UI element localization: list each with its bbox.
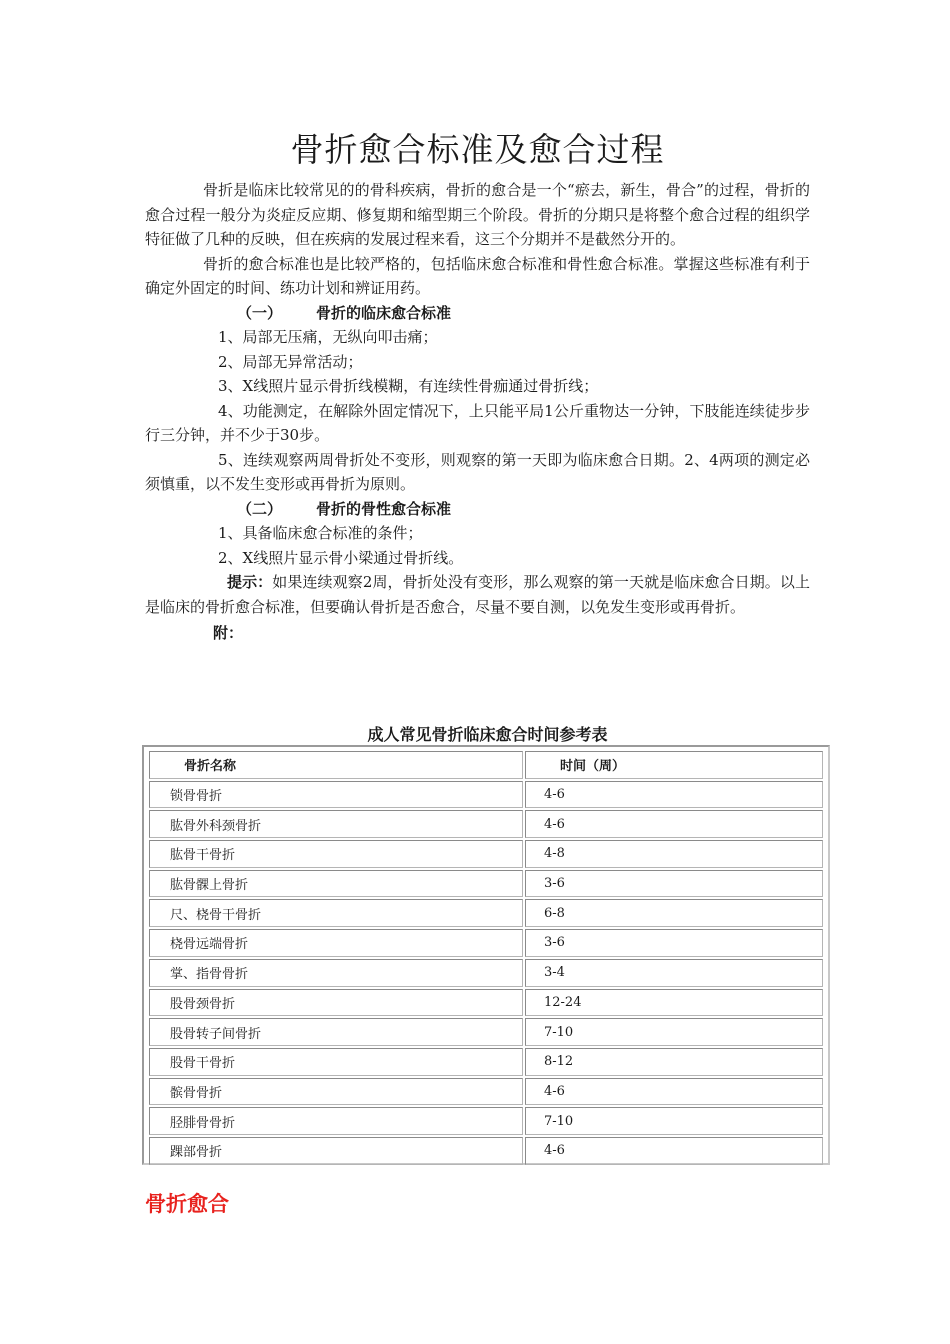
table-row — [149, 781, 823, 809]
table-row — [149, 840, 823, 868]
intro-paragraph-2: 骨折的愈合标准也是比较严格的，包括临床愈合标准和骨性愈合标准。掌握这些标准有利于确定外固定的时间、练功计划和辨证用药。 — [145, 254, 810, 297]
table-row — [149, 1107, 823, 1135]
table-row — [149, 899, 823, 927]
table-row — [149, 959, 823, 987]
healing-weeks: 6-8 — [525, 899, 823, 927]
header-fracture-name: 骨折名称 — [149, 751, 523, 779]
table-title: 成人常见骨折临床愈合时间参考表 — [367, 725, 608, 744]
tip-paragraph — [145, 570, 810, 619]
intro-paragraph-1: 骨折是临床比较常见的的骨科疾病，骨折的愈合是一个“瘀去，新生，骨合”的过程，骨折的愈合过程一般分为炎症反应期、修复期和缩型期三个阶段。骨折的分期只是将整个愈合过程的组织学特征做了几种的反映，但在疾病的发展过程来看，这三个分期并不是截然分开的。 — [145, 181, 810, 248]
fracture-name: 桡骨远端骨折 — [149, 929, 523, 957]
tip-label: 提示： — [227, 573, 273, 591]
table-row — [149, 1078, 823, 1106]
table-row — [149, 1137, 823, 1165]
section2-number: （二） — [237, 499, 283, 518]
section2-heading — [145, 497, 810, 522]
footer-heading: 骨折愈合 — [145, 1192, 229, 1216]
fracture-name: 锁骨骨折 — [149, 781, 523, 809]
section1-item-4: 4、功能测定，在解除外固定情况下，上只能平局1公斤重物达一分钟，下肢能连续徒步步行三分钟，并不少于30步。 — [145, 401, 810, 444]
fracture-name: 股骨颈骨折 — [149, 989, 523, 1017]
section2-item-1: 1、具备临床愈合标准的条件； — [218, 524, 423, 542]
healing-weeks: 7-10 — [525, 1107, 823, 1135]
section1-title: 骨折的临床愈合标准 — [316, 303, 452, 322]
section2-title: 骨折的骨性愈合标准 — [316, 499, 452, 518]
section2-item-2: 2、X线照片显示骨小梁通过骨折线。 — [218, 548, 464, 567]
healing-weeks: 7-10 — [525, 1018, 823, 1046]
healing-weeks: 4-6 — [525, 810, 823, 838]
section1-item-5: 5、连续观察两周骨折处不变形，则观察的第一天即为临床愈合日期。2、4两项的测定必须慎重，以不发生变形或再骨折为原则。 — [145, 450, 810, 493]
healing-weeks: 4-8 — [525, 840, 823, 868]
section1-item-2: 2、局部无异常活动； — [218, 352, 363, 371]
fracture-name: 肱骨髁上骨折 — [149, 870, 523, 898]
table-row — [149, 810, 823, 838]
table-row — [149, 1048, 823, 1076]
table-row — [149, 870, 823, 898]
fracture-name: 踝部骨折 — [149, 1137, 523, 1165]
fracture-name: 胫腓骨骨折 — [149, 1107, 523, 1135]
table-header-row — [149, 751, 823, 779]
healing-weeks: 4-6 — [525, 781, 823, 809]
fracture-name: 髌骨骨折 — [149, 1078, 523, 1106]
fracture-name: 股骨转子间骨折 — [149, 1018, 523, 1046]
fracture-name: 肱骨干骨折 — [149, 840, 523, 868]
fracture-name: 股骨干骨折 — [149, 1048, 523, 1076]
fracture-name: 尺、桡骨干骨折 — [149, 899, 523, 927]
healing-weeks: 3-6 — [525, 870, 823, 898]
healing-weeks: 3-4 — [525, 959, 823, 987]
fracture-name: 掌、指骨骨折 — [149, 959, 523, 987]
header-time-weeks: 时间（周） — [525, 751, 823, 779]
table-row — [149, 929, 823, 957]
section1-item-3: 3、X线照片显示骨折线模糊，有连续性骨痂通过骨折线； — [218, 377, 599, 395]
healing-weeks: 4-6 — [525, 1078, 823, 1106]
table-row — [149, 989, 823, 1017]
healing-weeks: 3-6 — [525, 929, 823, 957]
healing-time-table — [142, 745, 830, 1165]
table-row — [149, 1018, 823, 1046]
appendix-label: 附： — [213, 624, 244, 642]
healing-weeks: 4-6 — [525, 1137, 823, 1165]
section1-number: （一） — [237, 303, 283, 322]
document-body — [145, 128, 810, 646]
page-title: 骨折愈合标准及愈合过程 — [290, 130, 665, 169]
section1-heading — [145, 301, 810, 326]
tip-text: 如果连续观察2周，骨折处没有变形，那么观察的第一天就是临床愈合日期。以上是临床的骨折愈合标准，但要确认骨折是否愈合，尽量不要自测，以免发生变形或再骨折。 — [145, 573, 810, 616]
fracture-name: 肱骨外科颈骨折 — [149, 810, 523, 838]
section1-item-1: 1、局部无压痛，无纵向叩击痛； — [218, 328, 438, 346]
healing-weeks: 8-12 — [525, 1048, 823, 1076]
healing-weeks: 12-24 — [525, 989, 823, 1017]
